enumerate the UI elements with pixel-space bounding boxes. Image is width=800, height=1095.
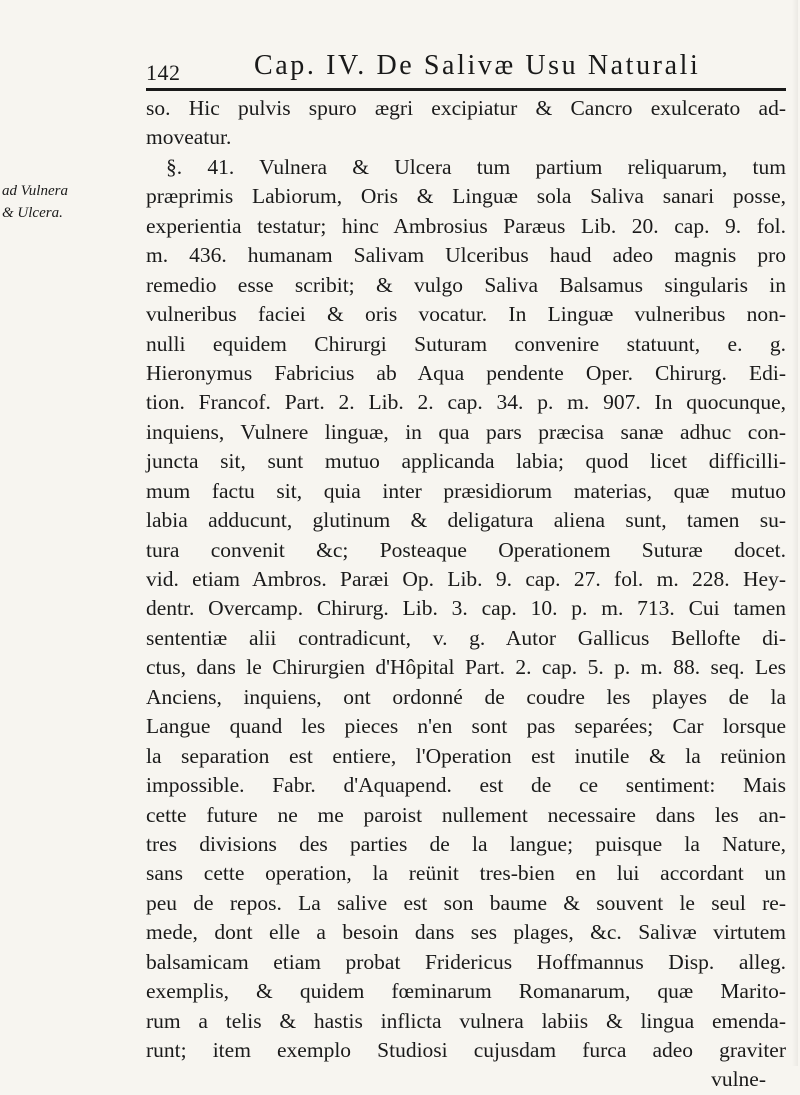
text-line: la separation est entiere, l'Operation est inutile & la reünion [146, 743, 786, 768]
running-head: Cap. IV. De Salivæ Usu Naturali [254, 50, 701, 81]
text-line: impossible. Fabr. d'Aquapend. est de ce sentiment: Mais [146, 773, 786, 798]
text-line: sans cette operation, la reünit tres-bien en lui accordant un [146, 861, 786, 886]
margin-note [2, 180, 106, 224]
text-line: mede, dont elle a besoin dans ses plages, &c. Salivæ virtutem [146, 920, 786, 945]
page-edge-shadow [792, 0, 798, 1066]
text-line: Hieronymus Fabricius ab Aqua pendente Oper. Chirurg. Edi- [146, 360, 786, 385]
text-line: §. 41. Vulnera & Ulcera tum partium reliquarum, tum [166, 154, 786, 179]
text-line: experientia testatur; hinc Ambrosius Paræus Lib. 20. cap. 9. fol. [146, 213, 786, 238]
text-line: moveatur. [146, 125, 232, 150]
body-text [146, 94, 786, 1095]
text-line: m. 436. humanam Salivam Ulceribus haud adeo magnis pro [146, 243, 786, 268]
margin-note-line: ad Vulnera [2, 183, 68, 199]
text-line: sententiæ alii contradicunt, v. g. Autor Gallicus Bellofte di- [146, 625, 786, 650]
text-line: juncta sit, sunt mutuo applicanda labia; quod licet difficilli- [146, 449, 786, 474]
text-line: rum a telis & hastis inflicta vulnera labiis & lingua emenda- [146, 1008, 786, 1033]
text-line: tura convenit &c; Posteaque Operationem Suturæ docet. [146, 537, 786, 562]
catchword: vulne- [711, 1067, 766, 1092]
text-line: so. Hic pulvis spuro ægri excipiatur & Cancro exulcerato ad- [146, 96, 786, 120]
text-line: tion. Francof. Part. 2. Lib. 2. cap. 34. p. m. 907. In quocunque, [146, 390, 786, 415]
margin-note-line: & Ulcera. [2, 205, 63, 221]
text-line: dentr. Overcamp. Chirurg. Lib. 3. cap. 10. p. m. 713. Cui tamen [146, 596, 786, 621]
text-line: remedio esse scribit; & vulgo Saliva Balsamus singularis in [146, 272, 786, 297]
text-line: præprimis Labiorum, Oris & Linguæ sola Saliva sanari posse, [146, 184, 786, 209]
text-line: nulli equidem Chirurgi Suturam convenire statuunt, e. g. [146, 331, 786, 356]
header-rule [146, 88, 786, 91]
text-line: inquiens, Vulnere linguæ, in qua pars præcisa sanæ adhuc con- [146, 419, 786, 444]
text-line: Anciens, inquiens, ont ordonné de coudre les playes de la [146, 684, 786, 709]
text-line: runt; item exemplo Studiosi cujusdam furca adeo graviter [146, 1038, 786, 1062]
text-line: Langue quand les pieces n'en sont pas separées; Car lorsque [146, 714, 786, 739]
text-line: vid. etiam Ambros. Paræi Op. Lib. 9. cap. 27. fol. m. 228. Hey- [146, 567, 786, 591]
text-line: cette future ne me paroist nullement necessaire dans les an- [146, 802, 786, 827]
text-line: balsamicam etiam probat Fridericus Hoffmannus Disp. alleg. [146, 949, 786, 974]
text-line: vulneribus faciei & oris vocatur. In Linguæ vulneribus non- [146, 302, 786, 327]
page-header [146, 50, 786, 92]
text-line: mum factu sit, quia inter præsidiorum materias, quæ mutuo [146, 478, 786, 503]
text-line: peu de repos. La salive est son baume & souvent le seul re- [146, 890, 786, 915]
text-line: exemplis, & quidem fœminarum Romanarum, quæ Marito- [146, 979, 786, 1004]
page-number: 142 [146, 60, 181, 85]
text-line: labia adducunt, glutinum & deligatura aliena sunt, tamen su- [146, 508, 786, 533]
text-line: ctus, dans le Chirurgien d'Hôpital Part. 2. cap. 5. p. m. 88. seq. Les [146, 655, 786, 680]
text-line: tres divisions des parties de la langue; puisque la Nature, [146, 831, 786, 856]
